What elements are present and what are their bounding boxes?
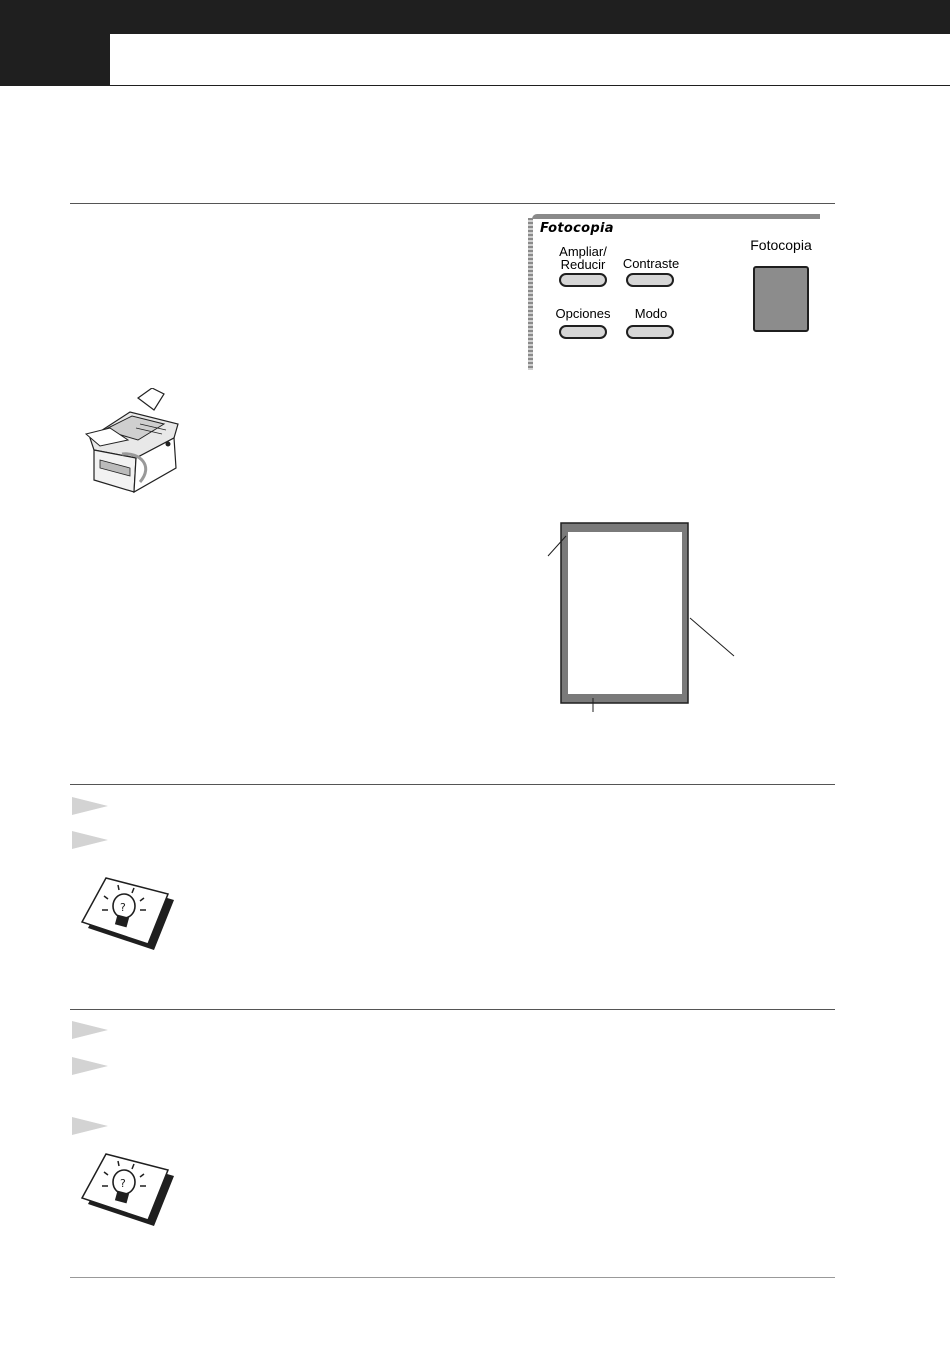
options-label: Opciones bbox=[555, 306, 611, 321]
panel-edge bbox=[532, 214, 820, 219]
svg-text:?: ? bbox=[120, 1177, 126, 1190]
options-button[interactable] bbox=[559, 325, 607, 339]
panel-edge bbox=[528, 218, 533, 370]
lightbulb-tip-icon bbox=[74, 1152, 176, 1230]
section-divider bbox=[70, 784, 835, 785]
contrast-label: Contraste bbox=[622, 256, 680, 271]
panel-title: Fotocopia bbox=[540, 221, 614, 236]
section-divider bbox=[70, 203, 835, 204]
svg-text:?: ? bbox=[120, 901, 126, 914]
section-divider bbox=[70, 1277, 835, 1278]
copy-control-panel bbox=[528, 214, 820, 370]
step-arrow-icon bbox=[72, 796, 108, 816]
fax-machine-icon bbox=[80, 388, 188, 494]
chapter-tab bbox=[0, 0, 110, 86]
enlarge-reduce-label: Ampliar/ Reducir bbox=[559, 244, 607, 272]
copy-label: Fotocopia bbox=[750, 237, 812, 253]
step-arrow-icon bbox=[72, 1020, 108, 1040]
mode-label: Modo bbox=[634, 306, 668, 321]
printable-area-diagram bbox=[540, 520, 740, 715]
step-arrow-icon bbox=[72, 1116, 108, 1136]
step-arrow-icon bbox=[72, 1056, 108, 1076]
contrast-button[interactable] bbox=[626, 273, 674, 287]
header-bar bbox=[0, 0, 950, 34]
enlarge-reduce-button[interactable] bbox=[559, 273, 607, 287]
section-divider bbox=[70, 1009, 835, 1010]
step-arrow-icon bbox=[72, 830, 108, 850]
copy-button[interactable] bbox=[753, 266, 809, 332]
lightbulb-tip-icon bbox=[74, 876, 176, 954]
mode-button[interactable] bbox=[626, 325, 674, 339]
header-rule bbox=[110, 85, 950, 86]
